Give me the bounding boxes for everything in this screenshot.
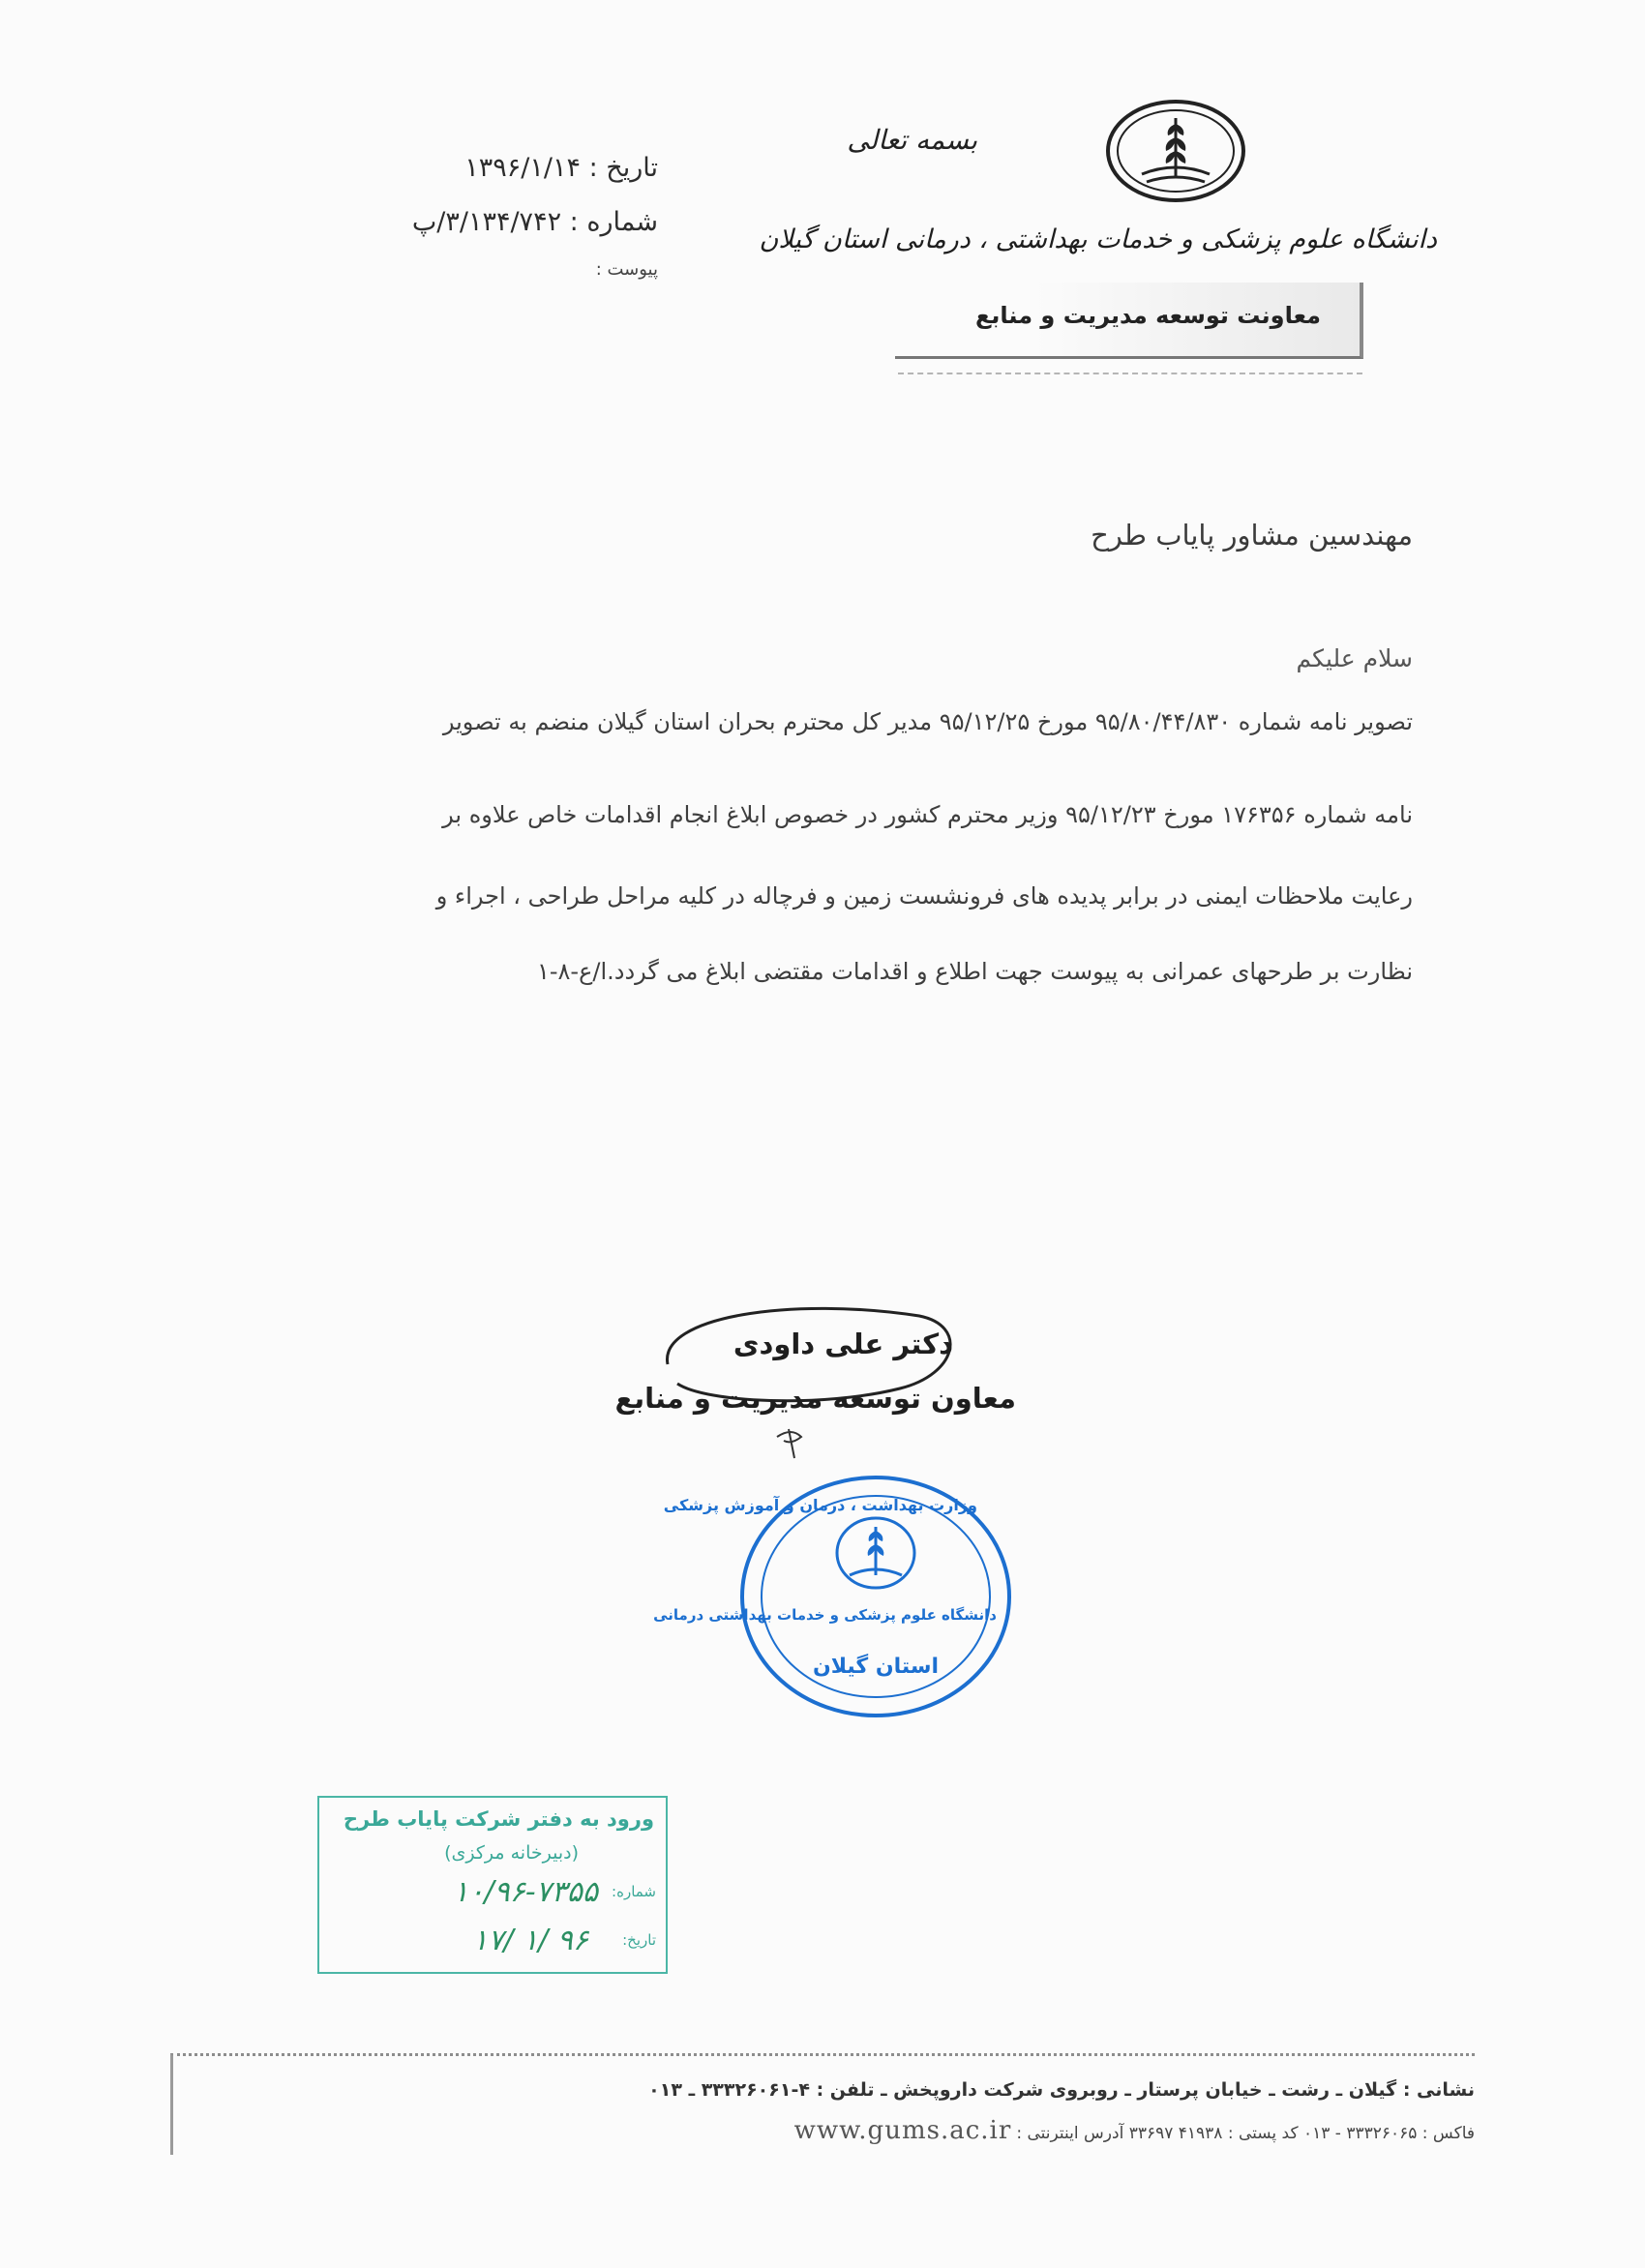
date-value: ۱۳۹۶/۱/۱۴ [464, 153, 581, 183]
department-banner [895, 283, 1363, 359]
entry-stamp [317, 1796, 668, 1974]
entry-stamp-number-value: ۱۰/۹۶-۷۳۵۵ [453, 1875, 598, 1909]
number-label: شماره : [569, 207, 658, 237]
seal-middle-text: دانشگاه علوم پزشکی و خدمات بهداشتی درمانی [653, 1606, 997, 1624]
header-rule [898, 373, 1362, 374]
body-line-1: تصویر نامه شماره ۹۵/۸۰/۴۴/۸۳۰ مورخ ۹۵/۱۲/۲۵ مدیر کل محترم بحران استان گیلان منضم به تصویر [442, 708, 1413, 735]
seal-top-text: وزارت بهداشت ، درمان و آموزش پزشکی [663, 1496, 977, 1514]
number-row [412, 207, 658, 237]
footer-box [170, 2053, 1475, 2155]
date-label: تاریخ : [588, 153, 658, 183]
university-name: دانشگاه علوم پزشکی و خدمات بهداشتی ، درمانی استان گیلان [759, 224, 1437, 254]
body-line-3: رعایت ملاحظات ایمنی در برابر پدیده های فرونشست زمین و فرچاله در کلیه مراحل طراحی ، اجراء و [435, 882, 1413, 910]
entry-stamp-date-value: ۹۶ /۱ /۱۷ [472, 1924, 588, 1957]
signer-title: معاون توسعه مدیریت و منابع [614, 1382, 1016, 1415]
body-line-4: نظارت بر طرحهای عمرانی به پیوست جهت اطلاع و اقدامات مقتضی ابلاغ می گردد.ا/ع-۸-۱ [536, 958, 1413, 985]
entry-stamp-subtitle: (دبیرخانه مرکزی) [444, 1842, 579, 1864]
entry-stamp-number-label: شماره: [612, 1883, 656, 1900]
footer-address: نشانی : گیلان ـ رشت ـ خیابان پرستار ـ روبروی شرکت داروپخش ـ تلفن : ۴-۳۳۳۲۶۰۶۱ ـ ۰۱۳ [648, 2079, 1475, 2101]
entry-stamp-title: ورود به دفتر شرکت پایاب طرح [343, 1807, 654, 1831]
body-line-2: نامه شماره ۱۷۶۳۵۶ مورخ ۹۵/۱۲/۲۳ وزیر محترم کشور در خصوص ابلاغ انجام اقدامات خاص علاوه بر [442, 801, 1413, 828]
date-row [464, 153, 658, 183]
footer-contact-row [794, 2116, 1475, 2145]
department-name: معاونت توسعه مدیریت و منابع [974, 302, 1321, 329]
initials-mark-icon [769, 1418, 818, 1466]
recipient: مهندسین مشاور پایاب طرح [1091, 519, 1413, 552]
footer-website: www.gums.ac.ir [793, 2116, 1012, 2145]
number-value: ۳/۱۳۴/۷۴۲/پ [411, 207, 562, 237]
university-emblem-icon [1103, 97, 1248, 205]
footer-fax-postal: فاکس : ۳۳۳۲۶۰۶۵ - ۰۱۳ کد پستی : ۴۱۹۳۸ ۳۳۶۹۷ آدرس اینترنتی : [1016, 2124, 1475, 2143]
attachment-label: پیوست : [595, 259, 658, 280]
attachment-row [596, 259, 658, 280]
greeting: سلام علیکم [1296, 644, 1413, 672]
entry-stamp-date-label: تاریخ: [622, 1931, 656, 1949]
signer-name: دکتر علی داودی [733, 1328, 953, 1360]
besmellah-text: بسمه تعالی [847, 124, 977, 156]
official-seal [653, 1471, 1016, 1722]
seal-bottom-text: استان گیلان [812, 1655, 940, 1679]
